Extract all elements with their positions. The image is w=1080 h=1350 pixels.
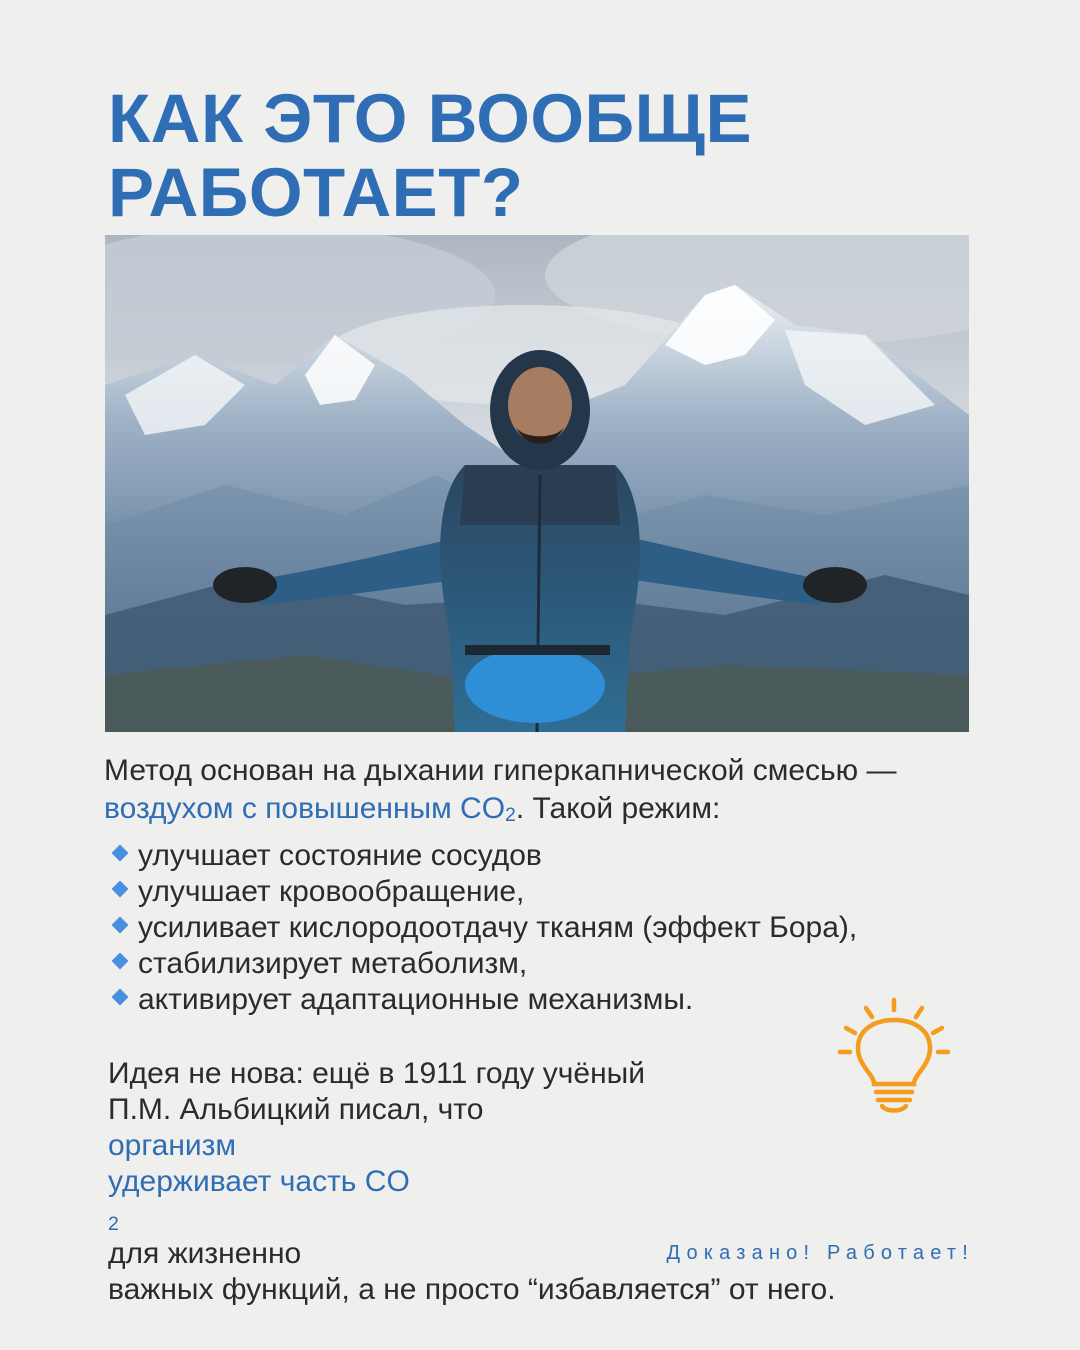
intro-highlight-subscript: 2: [505, 803, 516, 826]
idea-highlight-2-text: удерживает часть CO: [108, 1165, 410, 1198]
list-item-label: активирует адаптационные механизмы.: [138, 983, 694, 1016]
diamond-bullet-icon: [112, 917, 129, 934]
intro-text-end: . Такой режим:: [515, 792, 721, 825]
page-title-line-1: КАК ЭТО ВООБЩЕ: [108, 80, 752, 157]
list-item: [108, 838, 857, 874]
hero-photo: [105, 235, 969, 732]
page-title-line-2: РАБОТАЕТ?: [108, 154, 524, 231]
idea-line-1: Идея не нова: ещё в 1911 году учёный: [108, 1057, 645, 1090]
list-item: [108, 910, 857, 946]
idea-line-3-text: для жизненно: [108, 1237, 302, 1270]
idea-line-2-text: П.М. Альбицкий писал, что: [108, 1093, 484, 1126]
idea-line-2: [108, 1092, 928, 1164]
idea-line-4: важных функций, а не просто “избавляется” от него.: [108, 1273, 836, 1306]
idea-highlight-2-subscript: 2: [108, 1212, 119, 1235]
intro-highlight: [104, 792, 516, 825]
intro-highlight-text: воздухом с повышенным CO: [104, 792, 506, 825]
list-item-label: усиливает кислородоотдачу тканям (эффект Бора),: [138, 911, 858, 944]
diamond-bullet-icon: [112, 845, 129, 862]
footer-tagline: Доказано! Работает!: [666, 1242, 974, 1264]
diamond-bullet-icon: [112, 881, 129, 898]
diamond-bullet-icon: [112, 989, 129, 1006]
list-item: [108, 874, 857, 910]
page-title: [108, 82, 968, 230]
list-item: [108, 946, 857, 982]
list-item-label: улучшает состояние сосудов: [138, 839, 542, 872]
intro-paragraph: [104, 752, 984, 828]
list-item: [108, 982, 857, 1018]
diamond-bullet-icon: [112, 953, 129, 970]
man-breathing-mountains-photo: [105, 235, 969, 732]
intro-text: Метод основан на дыхании гиперкапнической смесью —: [104, 754, 897, 787]
benefits-list: [108, 838, 857, 1018]
idea-highlight-1: организм: [108, 1129, 237, 1162]
list-item-label: улучшает кровообращение,: [138, 875, 525, 908]
idea-highlight-2: [108, 1164, 928, 1236]
list-item-label: стабилизирует метаболизм,: [138, 947, 528, 980]
idea-paragraph: [108, 1056, 928, 1308]
